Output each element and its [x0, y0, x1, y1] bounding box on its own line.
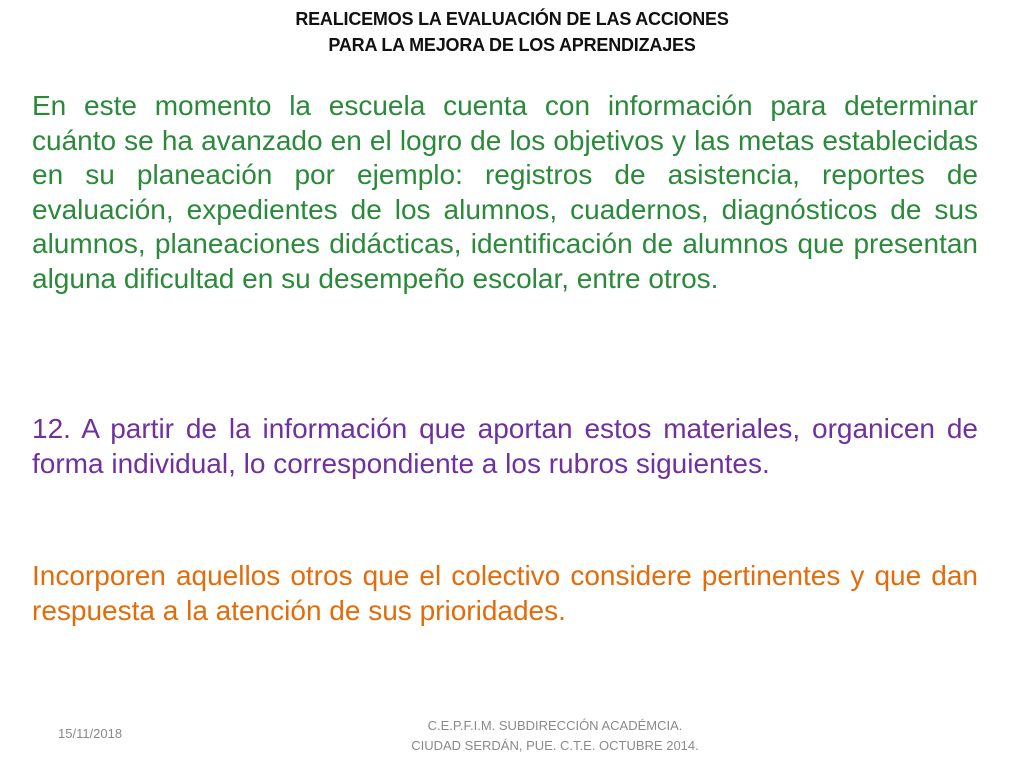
footer-org-line-2: CIUDAD SERDÁN, PUE. C.T.E. OCTUBRE 2014.	[411, 738, 699, 753]
paragraph-context: En este momento la escuela cuenta con información para determinar cuánto se ha avanzado en el logro de los objetivos y las metas establecidas en su planeación por ejemplo: registros de asistencia, reportes de evaluación, expedientes de los alumnos, cuadernos, diagnósticos de sus alumnos, planeaciones didácticas, identificación de alumnos que presentan alguna dificultad en su desempeño escolar, entre otros.	[32, 90, 978, 294]
footer-date: 15/11/2018	[58, 726, 123, 741]
footer-organization	[360, 716, 750, 756]
footer-org-line-1: C.E.P.F.I.M. SUBDIRECCIÓN ACADÉMCIA.	[427, 718, 683, 733]
slide-title-line-1: REALICEMOS LA EVALUACIÓN DE LAS ACCIONES	[295, 9, 729, 29]
paragraph-instruction: 12. A partir de la información que aportan estos materiales, organicen de forma individual, lo correspondiente a los rubros siguientes.	[32, 413, 978, 479]
slide-title-line-2: PARA LA MEJORA DE LOS APRENDIZAJES	[328, 35, 696, 55]
slide-title	[60, 6, 964, 58]
paragraph-note: Incorporen aquellos otros que el colectivo considere pertinentes y que dan respuesta a la atención de sus prioridades.	[32, 560, 978, 626]
